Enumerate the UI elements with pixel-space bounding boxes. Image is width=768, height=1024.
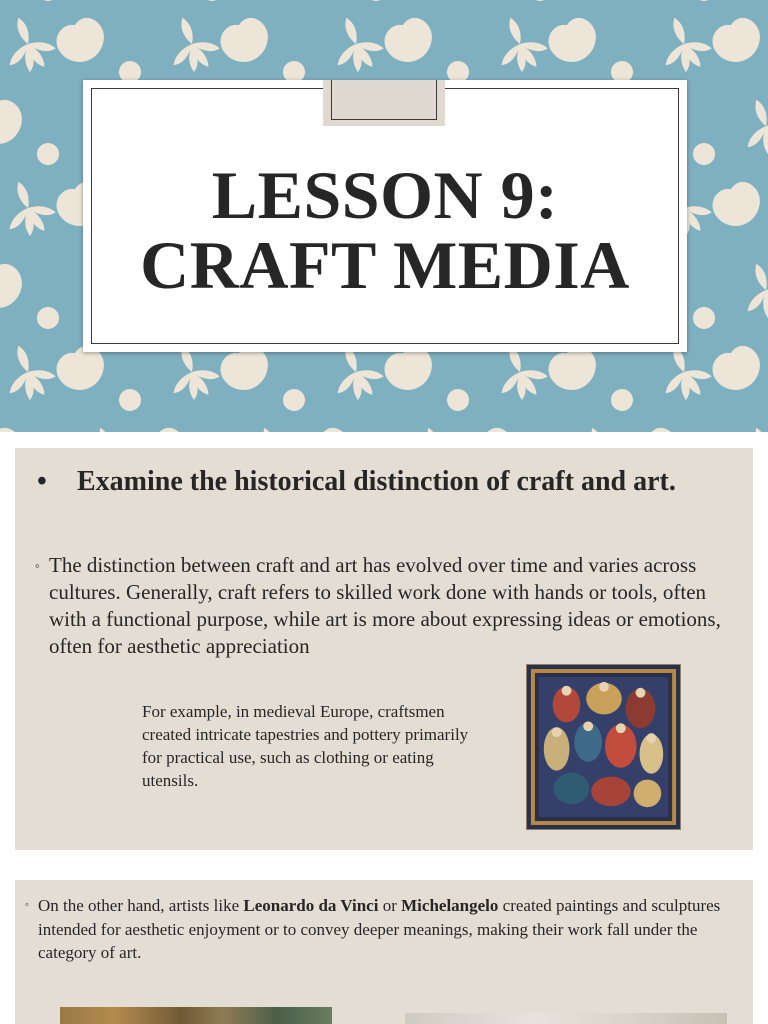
sub-bullet-text: The distinction between craft and art has evolved over time and varies across cultures. Generally, craft refers to skilled work done with hands or tools, often with a functional purpose, while art is more about expressing ideas or emotions, often for aesthetic appreciation: [49, 553, 721, 658]
artists-text-part-1: On the other hand, artists like: [38, 896, 244, 915]
title-line-1: LESSON 9:: [211, 157, 559, 233]
bullet-icon: •: [37, 466, 47, 497]
content-slide-distinction: [15, 448, 753, 850]
sub-bullet: [35, 552, 735, 660]
page-title: [83, 157, 687, 303]
sub-bullet-icon: ◦: [35, 558, 40, 573]
artists-text-part-2: or: [378, 896, 402, 915]
artists-text-part-3: created paintings and sculptures intended for aesthetic enjoyment or to convey deeper meanings, making their work fall under the category of art.: [38, 896, 721, 962]
painting-image-left: [60, 1007, 332, 1024]
content-slide-artists: [15, 880, 753, 1024]
tapestry-image: [526, 664, 681, 830]
main-bullet-text: Examine the historical distinction of craft and art.: [77, 466, 676, 497]
title-tab-decoration: [323, 80, 445, 126]
sub-bullet-icon: ◦: [25, 899, 29, 911]
main-bullet: [37, 464, 737, 499]
sculpture-image-right: [405, 1013, 727, 1024]
title-tab-border: [331, 80, 437, 120]
artists-bullet: [25, 894, 740, 965]
artists-bullet-text: [38, 894, 740, 965]
artist-name-leonardo: Leonardo da Vinci: [243, 896, 379, 915]
example-text: For example, in medieval Europe, craftsmen created intricate tapestries and pottery primarily for practical use, such as clothing or eating utensils.: [142, 702, 469, 790]
title-slide: [0, 0, 768, 432]
artist-name-michelangelo: Michelangelo: [401, 896, 499, 915]
title-line-2: CRAFT MEDIA: [140, 227, 630, 303]
